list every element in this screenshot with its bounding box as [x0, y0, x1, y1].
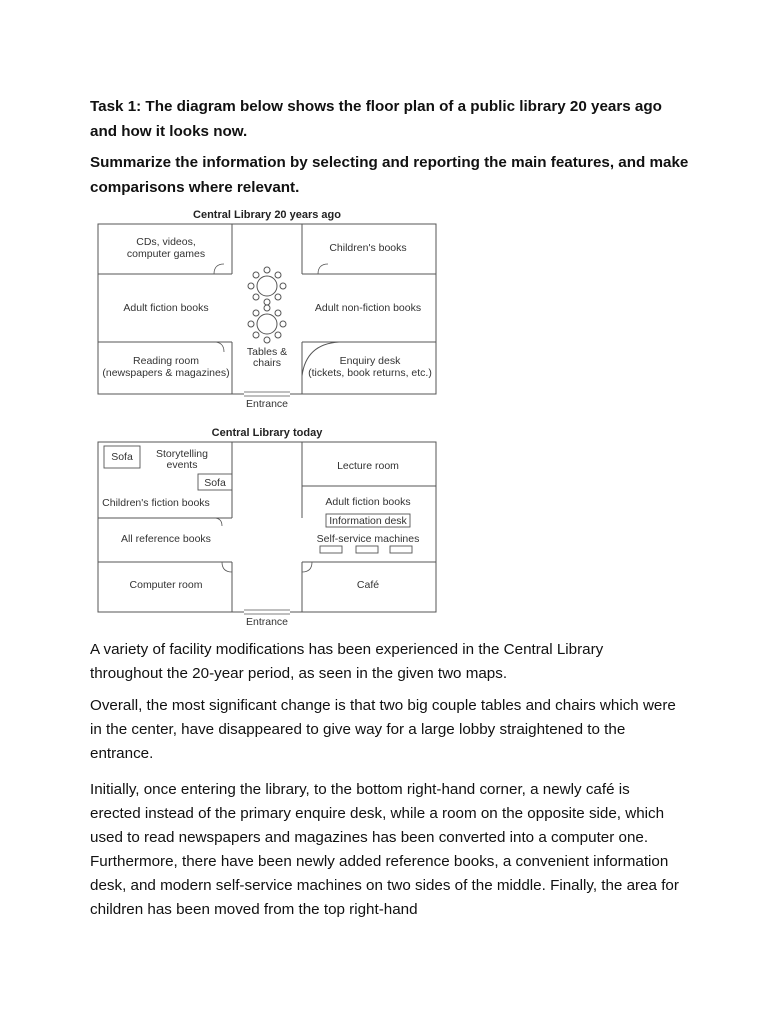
- storytelling-label: Storytelling: [156, 448, 208, 460]
- room-adult-nonfiction-label: Adult non-fiction books: [314, 302, 422, 314]
- floor-plan-past: [94, 204, 444, 412]
- essay-paragraph-3: Initially, once entering the library, to the bottom right-hand corner, a newly café is erected instead of the primary enquire desk, while a room on the opposite side, which used to read newspapers and magazines has been converted into a computer one. Furthermore, there have been newly added reference books, a convenient information desk, and modern self-service machines on two sides of the middle. Finally, the area for children has been moved from the top right-hand: [90, 781, 679, 918]
- tables-chairs-label: Tables &: [246, 346, 288, 358]
- room-cds-label: CDs, videos,: [136, 236, 196, 248]
- enquiry-desk-label: Enquiry desk: [339, 355, 401, 367]
- entrance-label: Entrance: [245, 616, 289, 628]
- task-heading: Task 1: The diagram below shows the floor plan of a public library 20 years ago and how it looks now.: [90, 98, 662, 140]
- childrens-fiction-label: Children's fiction books: [102, 497, 210, 509]
- table-chairs-icon: [248, 305, 286, 343]
- plan-past-title: Central Library 20 years ago: [193, 209, 341, 221]
- storytelling-label-2: events: [166, 459, 198, 471]
- table-chairs-icon: [248, 267, 286, 305]
- room-reading-label: Reading room: [133, 355, 199, 367]
- information-desk-label: Information desk: [329, 515, 407, 527]
- adult-fiction-label: Adult fiction books: [325, 496, 411, 508]
- tables-chairs-label-2: chairs: [252, 357, 282, 369]
- cafe-label: Café: [356, 579, 380, 591]
- self-service-machine-icon: [320, 546, 342, 553]
- room-cds-label-2: computer games: [126, 248, 206, 260]
- task-instruction: Summarize the information by selecting and reporting the main features, and make comparisons where relevant.: [90, 154, 689, 196]
- essay-paragraph-1: A variety of facility modifications has been experienced in the Central Library throughout the 20-year period, as seen in the given two maps.: [90, 641, 604, 682]
- self-service-label: Self-service machines: [316, 533, 420, 545]
- sofa-label-2: Sofa: [204, 477, 226, 489]
- essay-paragraph-2: Overall, the most significant change is that two big couple tables and chairs which were in the center, have disappeared to give way for a large lobby straightened to the entrance.: [90, 697, 676, 762]
- room-adult-fiction-label: Adult fiction books: [123, 302, 209, 314]
- enquiry-desk-label-2: (tickets, book returns, etc.): [308, 367, 432, 379]
- floor-plan-today: [94, 422, 444, 630]
- plan-today-title: Central Library today: [211, 427, 323, 439]
- sofa-label: Sofa: [111, 451, 133, 463]
- room-childrens-books-label: Children's books: [329, 242, 407, 254]
- all-reference-label: All reference books: [121, 533, 211, 545]
- computer-room-label: Computer room: [129, 579, 203, 591]
- room-reading-label-2: (newspapers & magazines): [102, 367, 230, 379]
- self-service-machine-icon: [390, 546, 412, 553]
- entrance-label: Entrance: [245, 398, 289, 410]
- self-service-machine-icon: [356, 546, 378, 553]
- lecture-room-label: Lecture room: [337, 460, 399, 472]
